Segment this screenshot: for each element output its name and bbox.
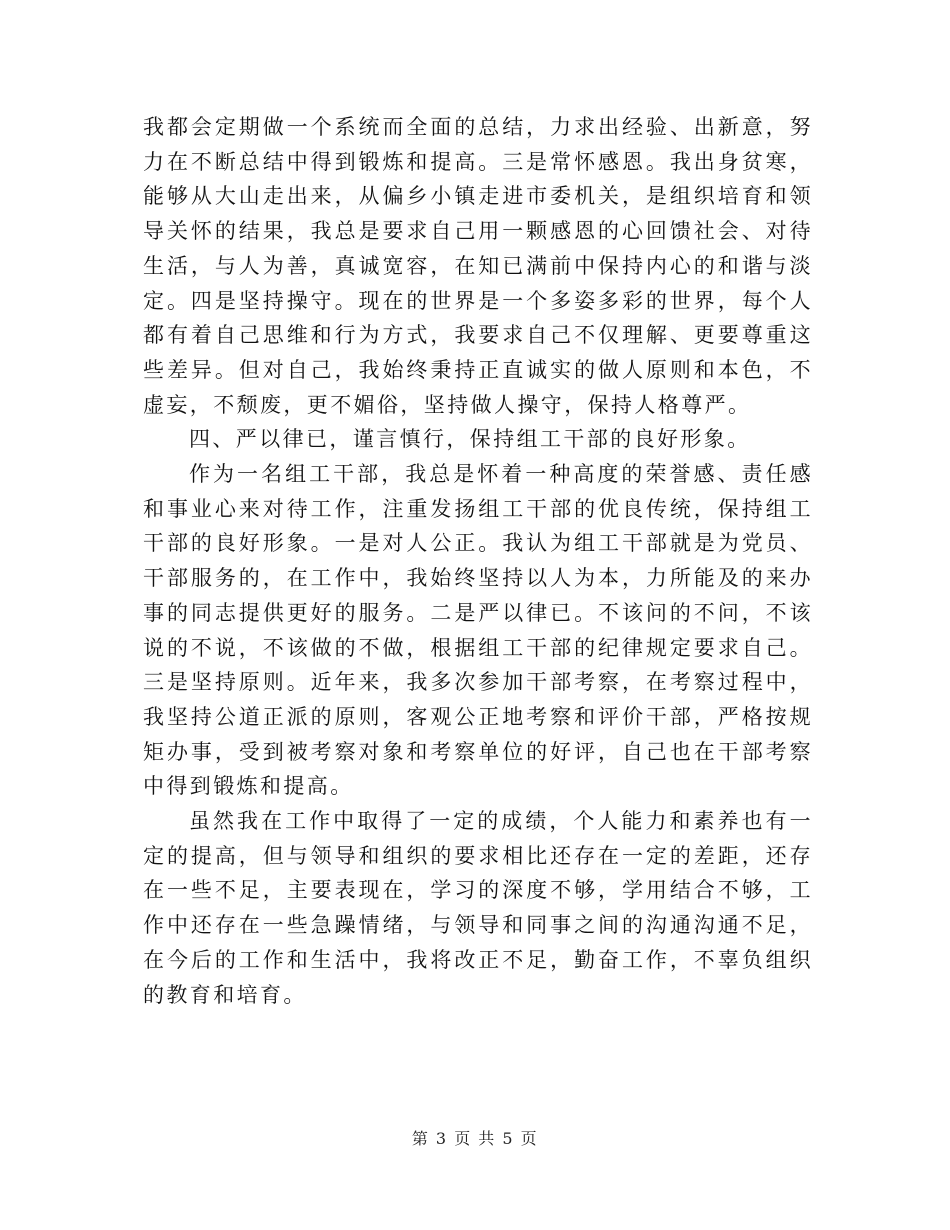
page-number-footer: 第 3 页 共 5 页 — [411, 1129, 539, 1148]
paragraph-continued: 我都会定期做一个系统而全面的总结，力求出经验、出新意，努力在不断总结中得到锻炼和提高。三是常怀感恩。我出身贫寒，能够从大山走出来，从偏乡小镇走进市委机关，是组织培育和领导关怀的结果，我总是要求自己用一颗感恩的心回馈社会、对待生活，与人为善，真诚宽容，在知已满前中保持内心的和谐与淡定。四是坚持操守。现在的世界是一个多姿多彩的世界，每个人都有着自己思维和行为方式，我要求自己不仅理解、更要尊重这些差异。但对自己，我始终秉持正直诚实的做人原则和本色，不虚妄，不颓废，更不媚俗，坚持做人操守，保持人格尊严。 — [143, 115, 813, 417]
section-heading: 四、严以律已，谨言慎行，保持组工干部的良好形象。 — [189, 427, 751, 452]
paragraph: 作为一名组工干部，我总是怀着一种高度的荣誉感、责任感和事业心来对待工作，注重发扬组工干部的优良传统，保持组工干部的良好形象。一是对人公正。我认为组工干部就是为党员、干部服务的，在工作中，我始终坚持以人为本，力所能及的来办事的同志提供更好的服务。二是严以律已。不该问的不问，不该说的不说，不该做的不做，根据组工干部的纪律规定要求自己。三是坚持原则。近年来，我多次参加干部考察，在考察过程中，我坚持公道正派的原则，客观公正地考察和评价干部，严格按规矩办事，受到被考察对象和考察单位的好评，自己也在干部考察中得到锻炼和提高。 — [143, 462, 813, 799]
paragraph: 虽然我在工作中取得了一定的成绩，个人能力和素养也有一定的提高，但与领导和组织的要求相比还存在一定的差距，还存在一些不足，主要表现在，学习的深度不够，学用结合不够，工作中还存在一些急躁情绪，与领导和同事之间的沟通沟通不足，在今后的工作和生活中，我将改正不足，勤奋工作，不辜负组织的教育和培育。 — [143, 809, 813, 1007]
document-body — [143, 110, 813, 1012]
